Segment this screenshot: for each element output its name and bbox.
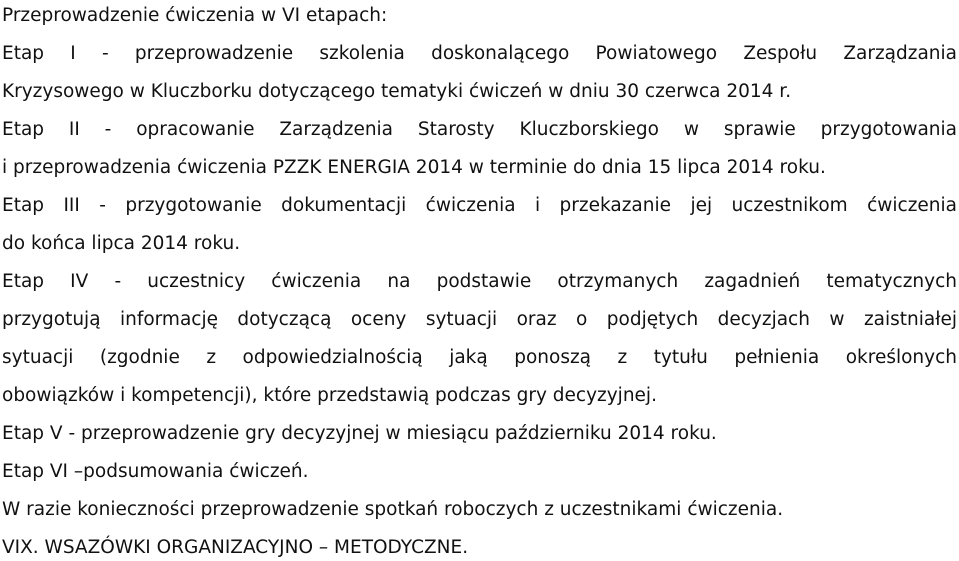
intro-line: Przeprowadzenie ćwiczenia w VI etapach: [2,5,388,26]
stage-4-line-2: przygotują informację dotyczącą oceny sytuacji oraz o podjętych decyzjach w zaistniałej [2,309,957,330]
stage-1-line-2: Kryzysowego w Kluczborku dotyczącego tematyki ćwiczeń w dniu 30 czerwca 2014 r. [2,81,792,102]
stage-2-line-2: i przeprowadzenia ćwiczenia PZZK ENERGIA 2014 w terminie do dnia 15 lipca 2014 roku. [2,157,826,178]
stage-5-line: Etap V - przeprowadzenie gry decyzyjnej w miesiącu październiku 2014 roku. [2,423,717,444]
stage-4-line-4: obowiązków i kompetencji), które przedstawią podczas gry decyzyjnej. [2,385,657,406]
working-meetings-line: W razie konieczności przeprowadzenie spotkań roboczych z uczestnikami ćwiczenia. [2,499,784,520]
stage-3-line-2: do końca lipca 2014 roku. [2,233,241,254]
stage-1-line-1: Etap I - przeprowadzenie szkolenia doskonalącego Powiatowego Zespołu Zarządzania [2,43,957,64]
stage-6-line: Etap VI –podsumowania ćwiczeń. [2,461,309,482]
stage-3-line-1: Etap III - przygotowanie dokumentacji ćwiczenia i przekazanie jej uczestnikom ćwiczenia [2,195,957,216]
stage-4-line-1: Etap IV - uczestnicy ćwiczenia na podstawie otrzymanych zagadnień tematycznych [2,271,957,292]
stage-4-line-3: sytuacji (zgodnie z odpowiedzialnością jaką ponoszą z tytułu pełnienia określonych [2,347,957,368]
section-heading: VIX. WSAZÓWKI ORGANIZACYJNO – METODYCZNE. [2,537,469,558]
stage-2-line-1: Etap II - opracowanie Zarządzenia Starosty Kluczborskiego w sprawie przygotowania [2,119,957,140]
